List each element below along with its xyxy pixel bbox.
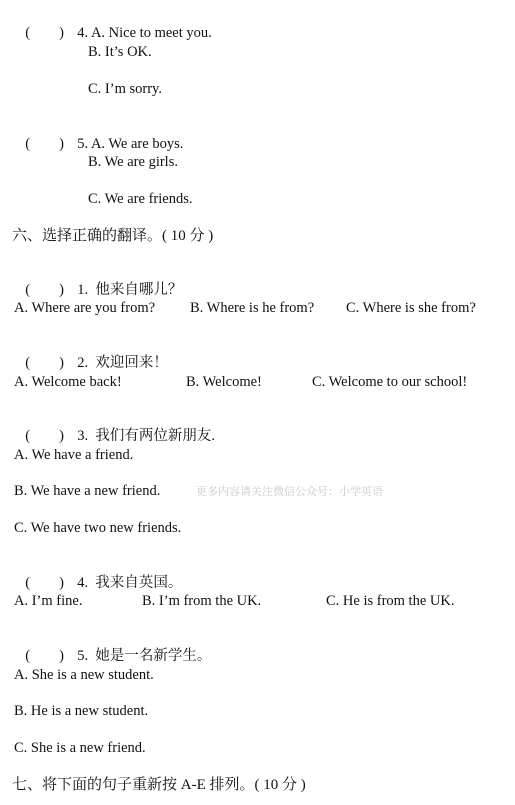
watermark-text: 更多内容请关注微信公众号：小学英语 [196,485,383,498]
s6-question-3 [18,409,215,445]
answer-paren[interactable]: ( ) [25,428,64,444]
s6-q5-option-c: C. She is a new friend. [14,740,146,756]
s6-question-4-prompt: 4. 我来自英国。 [77,575,183,591]
question-5 [18,117,183,153]
s6-question-1 [18,263,182,299]
question-4 [18,6,212,42]
s6-q4-option-b: B. I’m from the UK. [142,593,262,609]
s6-q4-option-a: A. I’m fine. [14,593,83,609]
s6-question-1-prompt: 1. 他来自哪儿？ [77,282,183,298]
question-5-option-c: C. We are friends. [88,191,193,207]
s6-q3-option-c: C. We have two new friends. [14,520,182,536]
s6-q3-option-b: B. We have a new friend. [14,483,161,499]
s6-q4-option-c: C. He is from the UK. [326,593,455,609]
answer-paren[interactable]: ( ) [25,648,64,664]
s6-question-2 [18,336,168,372]
s6-q2-option-b: B. Welcome! [186,374,262,390]
answer-paren[interactable]: ( ) [25,282,64,298]
s6-question-2-prompt: 2. 欢迎回来！ [77,355,168,371]
s6-q3-option-a: A. We have a friend. [14,447,134,463]
s6-q5-option-a: A. She is a new student. [14,667,154,683]
answer-paren[interactable]: ( ) [25,575,64,591]
question-5-option-b: B. We are girls. [88,154,178,170]
question-5-option-a: 5. A. We are boys. [77,136,184,152]
s6-question-5-prompt: 5. 她是一名新学生。 [77,648,212,664]
answer-paren[interactable]: ( ) [25,136,64,152]
s6-q1-option-a: A. Where are you from? [14,300,156,316]
s6-question-4 [18,556,182,592]
s6-q5-option-b: B. He is a new student. [14,703,149,719]
section-7-title: 七、将下面的句子重新按 A-E 排列。( 10 分 ) [12,777,306,793]
s6-q1-option-c: C. Where is she from? [346,300,476,316]
answer-paren[interactable]: ( ) [25,25,64,41]
question-4-option-c: C. I’m sorry. [88,81,162,97]
question-4-option-b: B. It’s OK. [88,44,152,60]
answer-paren[interactable]: ( ) [25,355,64,371]
s6-question-5 [18,629,211,665]
question-4-option-a: 4. A. Nice to meet you. [77,25,212,41]
section-6-title: 六、选择正确的翻译。( 10 分 ) [12,228,214,244]
s6-question-3-prompt: 3. 我们有两位新朋友. [77,428,215,444]
s6-q2-option-a: A. Welcome back! [14,374,122,390]
s6-q2-option-c: C. Welcome to our school! [312,374,468,390]
s6-q1-option-b: B. Where is he from? [190,300,315,316]
